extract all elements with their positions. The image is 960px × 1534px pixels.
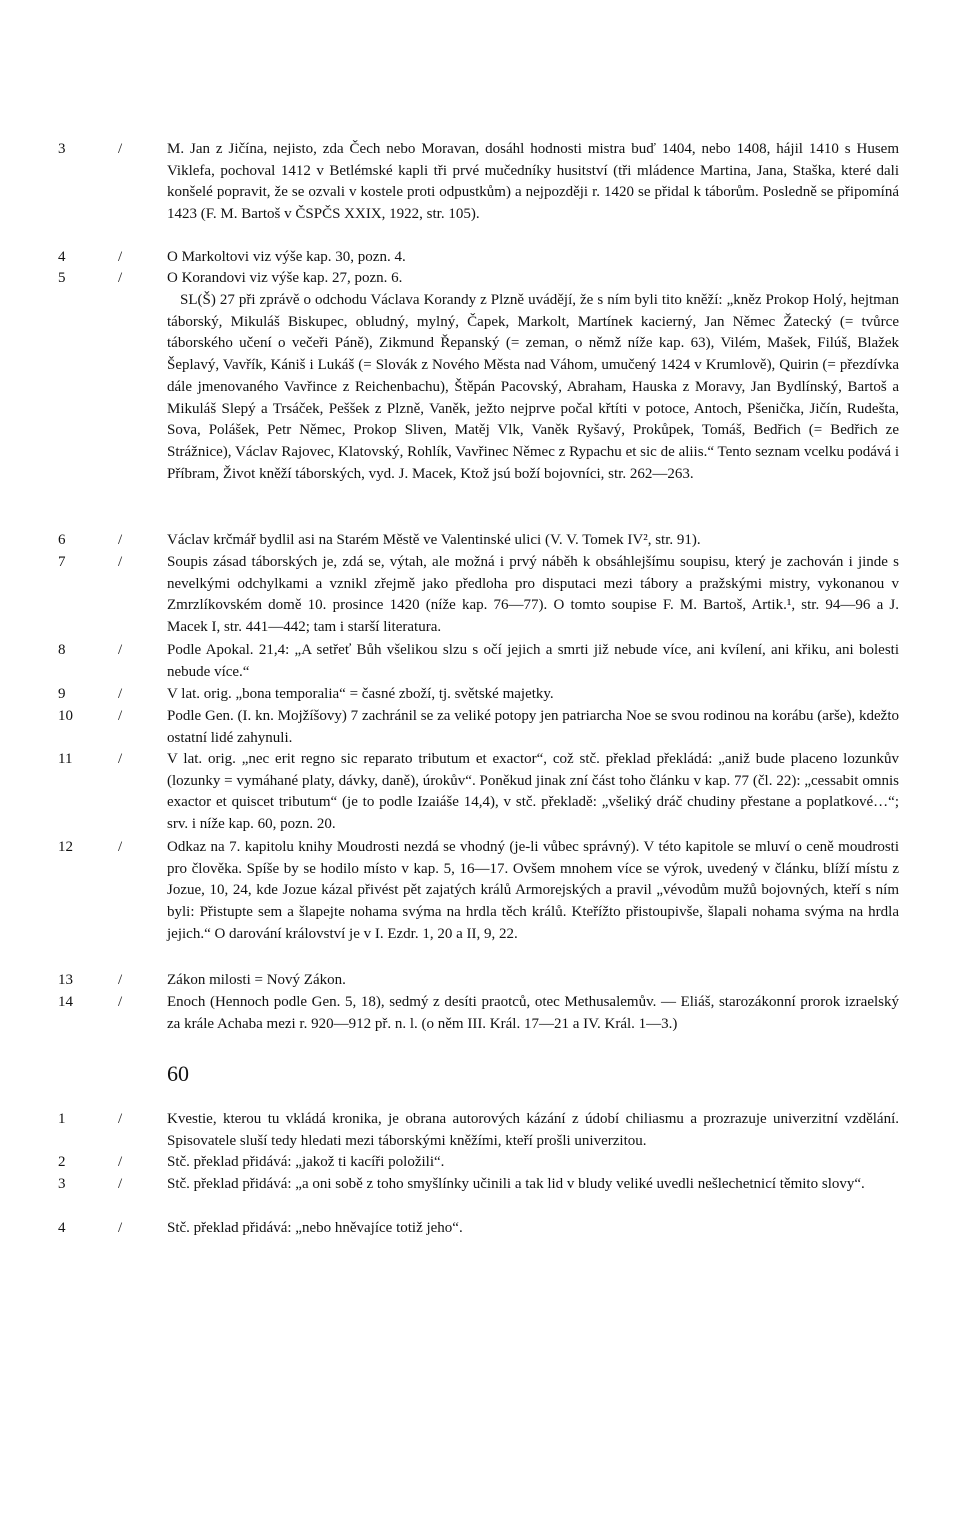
note-slash: / [118, 708, 123, 724]
note-text: Zákon milosti = Nový Zákon. [167, 972, 346, 988]
note-number: 13 [58, 972, 73, 988]
note-text: Enoch (Hennoch podle Gen. 5, 18), sedmý z desíti praotců, otec Methusalemův. — Eliáš, starozákonní prorok izraelský za krále Achaba mezi r. 920—912 př. n. l. (o něm III. Král. 17—21 a IV. Král. 1—3.) [167, 994, 899, 1032]
note-slash: / [118, 249, 123, 265]
note-slash: / [118, 1176, 123, 1192]
note-slash: / [118, 554, 123, 570]
note-slash: / [118, 1111, 123, 1127]
note-number: 4 [58, 1220, 66, 1236]
note-slash: / [118, 686, 123, 702]
note-number: 4 [58, 249, 66, 265]
note-number: 7 [58, 554, 66, 570]
note-text: Stč. překlad přidává: „a oni sobě z toho smyšlínky učinili a tak lid v bludy veliké uvedli nešlechetnicí těmito slovy“. [167, 1176, 865, 1192]
note-number: 12 [58, 839, 73, 855]
note-text: Podle Apokal. 21,4: „A setřeť Bůh všelikou slzu s očí jejich a smrti již nebude více, ani kvílení, ani křiku, ani bolesti nebude více.“ [167, 642, 899, 680]
note-text: V lat. orig. „bona temporalia“ = časné zboží, tj. světské majetky. [167, 686, 554, 702]
note-slash: / [118, 1154, 123, 1170]
note-slash: / [118, 141, 123, 157]
note-number: 3 [58, 1176, 66, 1192]
note-number: 6 [58, 532, 66, 548]
note-slash: / [118, 642, 123, 658]
note-text: Podle Gen. (I. kn. Mojžíšovy) 7 zachránil se za veliké potopy jen patriarcha Noe se svou rodinou na korábu (arše), kdežto ostatní lidé zahynuli. [167, 708, 899, 746]
note-number: 14 [58, 994, 73, 1010]
note-text: O Markoltovi viz výše kap. 30, pozn. 4. [167, 249, 406, 265]
note-slash: / [118, 1220, 123, 1236]
note-number: 10 [58, 708, 73, 724]
note-text: V lat. orig. „nec erit regno sic reparato tributum et exactor“, což stč. překlad překládá: „aniž bude placeno lozunkův (lozunky = vymáhané platy, dávky, daně), úrokův“. Poněkud jinak zní část toho článku v kap. 77 (čl. 22): „cessabit omnis exactor et quiscet tributum“ (je to podle Izaiáše 14,4), v stč. překladě: „všeliký dráč chudiny přestane a poplatkové…“; srv. i níže kap. 60, pozn. 20. [167, 751, 899, 833]
note-text: SL(Š) 27 při zprávě o odchodu Václava Korandy z Plzně uvádějí, že s ním byli tito kněží: „kněz Prokop Holý, hejtman táborský, Mikuláš Biskupec, obludný, mylný, Čapek, Markolt, Martínek kacierný, Jan Němec Žatecký (= tvůrce táborského učení o večeři Páně), Zikmund Řepanský (= zeman, o němž níže kap. 63), Vilém, Mašek, Filúš, Blažek Šeplavý, Vavřík, Kániš i Lukáš (= Slovák z Nového Města nad Váhom, umučený 1424 v Krumlově), Quirin (= přezdívka dále jmenovaného Vavřince z Reichenbachu), Štěpán Pacovský, Abraham, Hauska z Moravy, Jan Bydlínský, Bartoš a Mikuláš Slepý a Trsáček, Peššek z Plzně, Vaněk, ježto nejprve počal křtíti v potoce, Antoch, Pšenička, Jičín, Rudešta, Sova, Polášek, Petr Němec, Prokop Sliven, Matěj Vlk, Vaněk Ryšavý, Prokůpek, Tomáš, Bedřich (= Bedřich ze Strážnice), Václav Rajovec, Klatovský, Rohlík, Vavřinec Němec z Rypachu et sic de aliis.“ Tento seznam vcelku podává i Příbram, Život kněží táborských, vyd. J. Macek, Ktož jsú boží bojovníci, str. 262—263. [167, 292, 899, 482]
section-heading: 60 [167, 1061, 189, 1086]
note-text: O Korandovi viz výše kap. 27, pozn. 6. [167, 270, 403, 286]
note-number: 9 [58, 686, 66, 702]
note-slash: / [118, 532, 123, 548]
note-number: 2 [58, 1154, 66, 1170]
note-text: Stč. překlad přidává: „jakož ti kacíři položili“. [167, 1154, 445, 1170]
note-text: Stč. překlad přidává: „nebo hněvajíce totiž jeho“. [167, 1220, 463, 1236]
note-number: 1 [58, 1111, 66, 1127]
note-slash: / [118, 270, 123, 286]
note-text: Kvestie, kterou tu vkládá kronika, je obrana autorových kázání z údobí chiliasmu a prozrazuje univerzitní vzdělání. Spisovatele sluší tedy hledati mezi táborskými kněžími, kteří prošli univerzitou. [167, 1111, 899, 1149]
note-number: 5 [58, 270, 66, 286]
note-number: 3 [58, 141, 66, 157]
note-text: Soupis zásad táborských je, zdá se, výtah, ale možná i prvý náběh k obsáhlejšímu soupisu, který je zachován i jinde s nevelkými odchylkami a vznikl zřejmě jako předloha pro disputaci mezi tábory a pražskými mistry, vykonanou v Zmrzlíkovském domě 10. prosince 1420 (níže kap. 76—77). O tomto soupise F. M. Bartoš, Artik.¹, str. 94—96 a J. Macek I, str. 441—442; tam i starší literatura. [167, 554, 899, 636]
note-number: 11 [58, 751, 73, 767]
note-number: 8 [58, 642, 66, 658]
note-text: Odkaz na 7. kapitolu knihy Moudrosti nezdá se vhodný (je-li vůbec správný). V této kapitole se mluví o ceně moudrosti pro člověka. Spíše by se hodilo místo v kap. 5, 16—17. Ovšem mnohem více se výrok, uvedený v článku, blíží místu z Jozue, 10, 24, kde Jozue kázal přivést pět zajatých králů Armorejských a pravil „vévodům mužů bojovných, kteří s ním byli: Přistupte sem a šlapejte nohama svýma na hrdla těch králů. Kteřížto přistoupivše, šlapali nohama svýma na hrdla jejich.“ O darování království je v I. Ezdr. 1, 20 a II, 9, 22. [167, 839, 899, 942]
note-slash: / [118, 839, 123, 855]
note-text: M. Jan z Jičína, nejisto, zda Čech nebo Moravan, dosáhl hodnosti mistra buď 1404, nebo 1408, hájil 1410 s Husem Viklefa, pochoval 1412 v Betlémské kapli tři prvé mučedníky husitství (tři mládence Martina, Jana, Staška, které dali konšelé popravit, že se ozvali v kostele proti odpustkům) a nejpozději r. 1420 se přidal k táborům. Posledně se připomíná 1423 (F. M. Bartoš v ČSPČS XXIX, 1922, str. 105). [167, 141, 899, 223]
note-slash: / [118, 972, 123, 988]
note-slash: / [118, 994, 123, 1010]
note-slash: / [118, 751, 123, 767]
note-text: Václav krčmář bydlil asi na Starém Městě ve Valentinské ulici (V. V. Tomek IV², str. 91). [167, 532, 701, 548]
